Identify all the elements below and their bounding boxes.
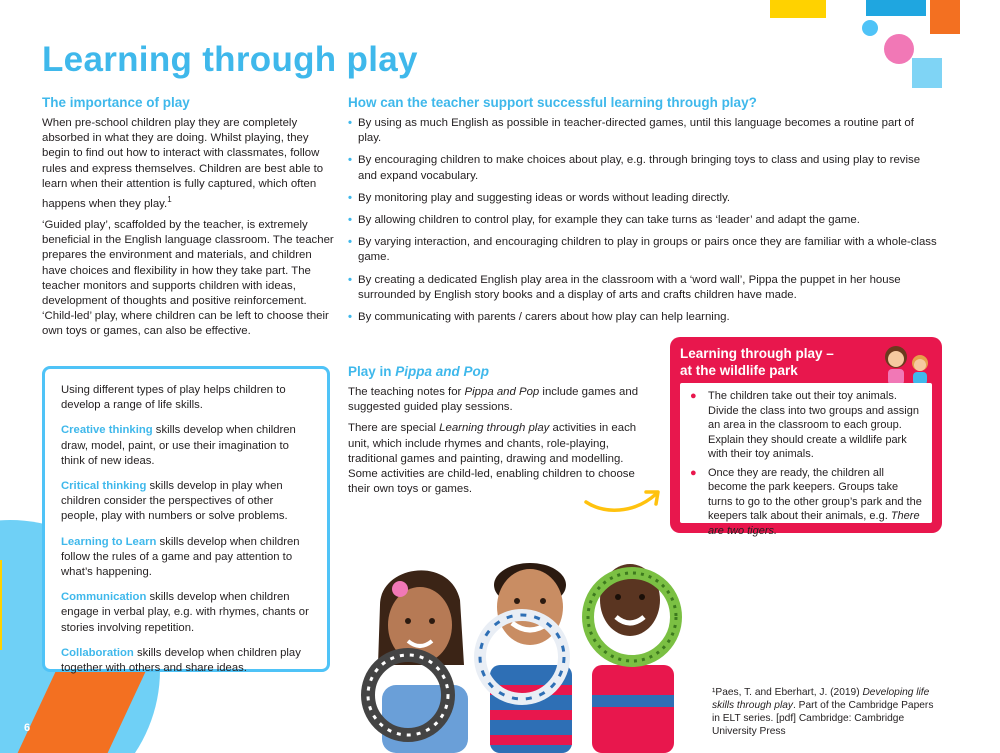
list-item [348,213,938,228]
page-title: Learning through play [42,40,418,79]
bullet-dot-icon: • [348,191,352,204]
wildlife-park-box [670,337,942,537]
decor-blue-block [866,0,926,16]
pippa-p2-pre: There are special [348,422,440,435]
wildlife-title [680,345,870,379]
pippa-heading [348,364,648,379]
bullet-dot-icon: • [348,154,352,167]
support-list [348,116,938,325]
list-item [348,273,938,303]
list-item-text: By allowing children to control play, for example they can take turns as ‘leader’ and adapt the game. [358,214,860,227]
skill-text: skills develop when children engage in verbal play, e.g. with rhymes, chants or stories involving repetition. [61,591,309,634]
skill-text: skills develop when children draw, model, paint, or use their imagination to think of new ideas. [61,424,296,467]
pippa-p2-em: Learning through play [439,422,550,435]
wildlife-content [680,383,932,537]
list-item [690,466,924,539]
list-item-text: Once they are ready, the children all become the park keepers. Groups take turns to go to the other group’s park and the keepers talk about their animals, e.g. [708,466,922,522]
importance-p1-text: When pre-school children play they are completely absorbed in what they are doing. Whilst playing, they begin to find out how to interact with classmates, follow rules and express themselves. Children are best able to learn when their attention is fully captured, which often happens when they play. [42,117,324,210]
decor-orange-block [930,0,960,34]
skill-communication [61,590,313,636]
list-item-text: By varying interaction, and encouraging children to play in groups or pairs once they are familiar with a whole-class game. [358,236,937,264]
skill-text: skills develop in play when children consider the perspectives of other people, play with numbers or solve problems. [61,480,288,523]
pippa-heading-pre: Play in [348,364,396,379]
skill-text: skills develop when children play together with others and share ideas. [61,646,301,675]
pippa-p1-pre: The teaching notes for [348,386,465,398]
skill-critical [61,479,313,525]
footnote-post: . Part of the Cambridge Papers in ELT series. [pdf] Cambridge: Cambridge University Press [712,700,934,737]
skill-name: Creative thinking [61,424,153,437]
skill-text: skills develop when children follow the rules of a game and pay attention to what’s happening. [61,535,300,579]
skill-creative [61,423,313,469]
footnote-ref: 1 [167,195,172,205]
list-item-text: By using as much English as possible in teacher-directed games, until this language becomes a routine part of play. [358,117,914,145]
list-item [348,191,938,206]
list-item-text: By creating a dedicated English play area in the classroom with a ‘word wall’, Pippa the puppet in her house surrounded by English story books and a display of arts and crafts children have made. [358,273,901,301]
list-item-text: By encouraging children to make choices about play, e.g. through bringing toys to class and using play to revise and expand vocabulary. [358,154,921,182]
wildlife-title-line1: Learning through play – [680,346,834,361]
life-skills-box [42,366,330,675]
importance-paragraph-1 [42,116,334,212]
decor-lightblue-square [912,58,942,88]
skill-name: Learning to Learn [61,535,157,548]
curved-arrow-icon [582,484,666,518]
bullet-dot-icon: • [348,214,352,227]
importance-section [42,95,334,340]
page-number: 6 [24,722,31,734]
list-item-text: By communicating with parents / carers about how play can help learning. [358,311,730,324]
wildlife-list [690,389,924,538]
bullet-dot-icon: • [348,311,352,324]
importance-paragraph-2: ‘Guided play’, scaffolded by the teacher, is extremely beneficial in the English language classroom. The teacher prepares the environment and materials, and children have choices and flexibility in how they take part. The teacher monitors and supports children with ideas, development of thoughts and positive reinforcement. ‘Child-led’ play, where children can be left to choose their own toys or games, can also be effective. [42,219,334,338]
decor-pink-dot [884,34,914,64]
list-item [348,153,938,183]
pippa-heading-em: Pippa and Pop [395,364,490,379]
skill-learning [61,535,313,581]
pippa-section [348,364,648,497]
bullet-dot-icon: • [348,236,352,249]
bullet-dot-icon: • [348,273,352,286]
children-illustration-icon [878,341,934,385]
bullet-dot-icon: • [348,117,352,129]
bullet-dot-icon: ● [690,466,697,479]
list-item [348,310,938,325]
list-item-em: There are two tigers. [708,510,920,537]
wildlife-title-line2: at the wildlife park [680,363,798,378]
list-item-text: By monitoring play and suggesting ideas or words without leading directly. [358,191,731,204]
decor-yellow-block [770,0,826,18]
skills-intro: Using different types of play helps children to develop a range of life skills. [61,384,286,412]
footnote-pre: ¹Paes, T. and Eberhart, J. (2019) [712,687,863,698]
footnote-em: Developing life skills through play [712,687,930,711]
importance-heading: The importance of play [42,95,190,110]
footnote [712,686,944,738]
skill-name: Communication [61,591,147,604]
skill-name: Critical thinking [61,480,147,493]
decor-blue-dot [862,20,878,36]
list-item [348,116,938,146]
list-item [348,235,938,265]
pippa-p2-post: activities in each unit, which include rhymes and chants, role-playing, traditional games and painting, drawing and modelling. Some activities are child-led, enabling children to choose their own toys or games. [348,422,637,496]
bullet-dot-icon: ● [690,390,697,402]
list-item [690,389,924,462]
pippa-paragraph-1 [348,385,648,415]
children-photo [360,545,705,753]
skill-collaboration [61,646,313,676]
pippa-p1-post: include games and suggested guided play sessions. [348,386,639,414]
support-section [348,95,938,332]
support-heading: How can the teacher support successful learning through play? [348,95,757,110]
list-item-text: The children take out their toy animals. Divide the class into two groups and assign an area in the classroom to each group. Explain they should create a wildlife park with their toy animals. [708,390,919,460]
pippa-p1-em: Pippa and Pop [464,386,540,398]
skill-name: Collaboration [61,646,134,659]
decor-corner-yellow [0,560,2,650]
